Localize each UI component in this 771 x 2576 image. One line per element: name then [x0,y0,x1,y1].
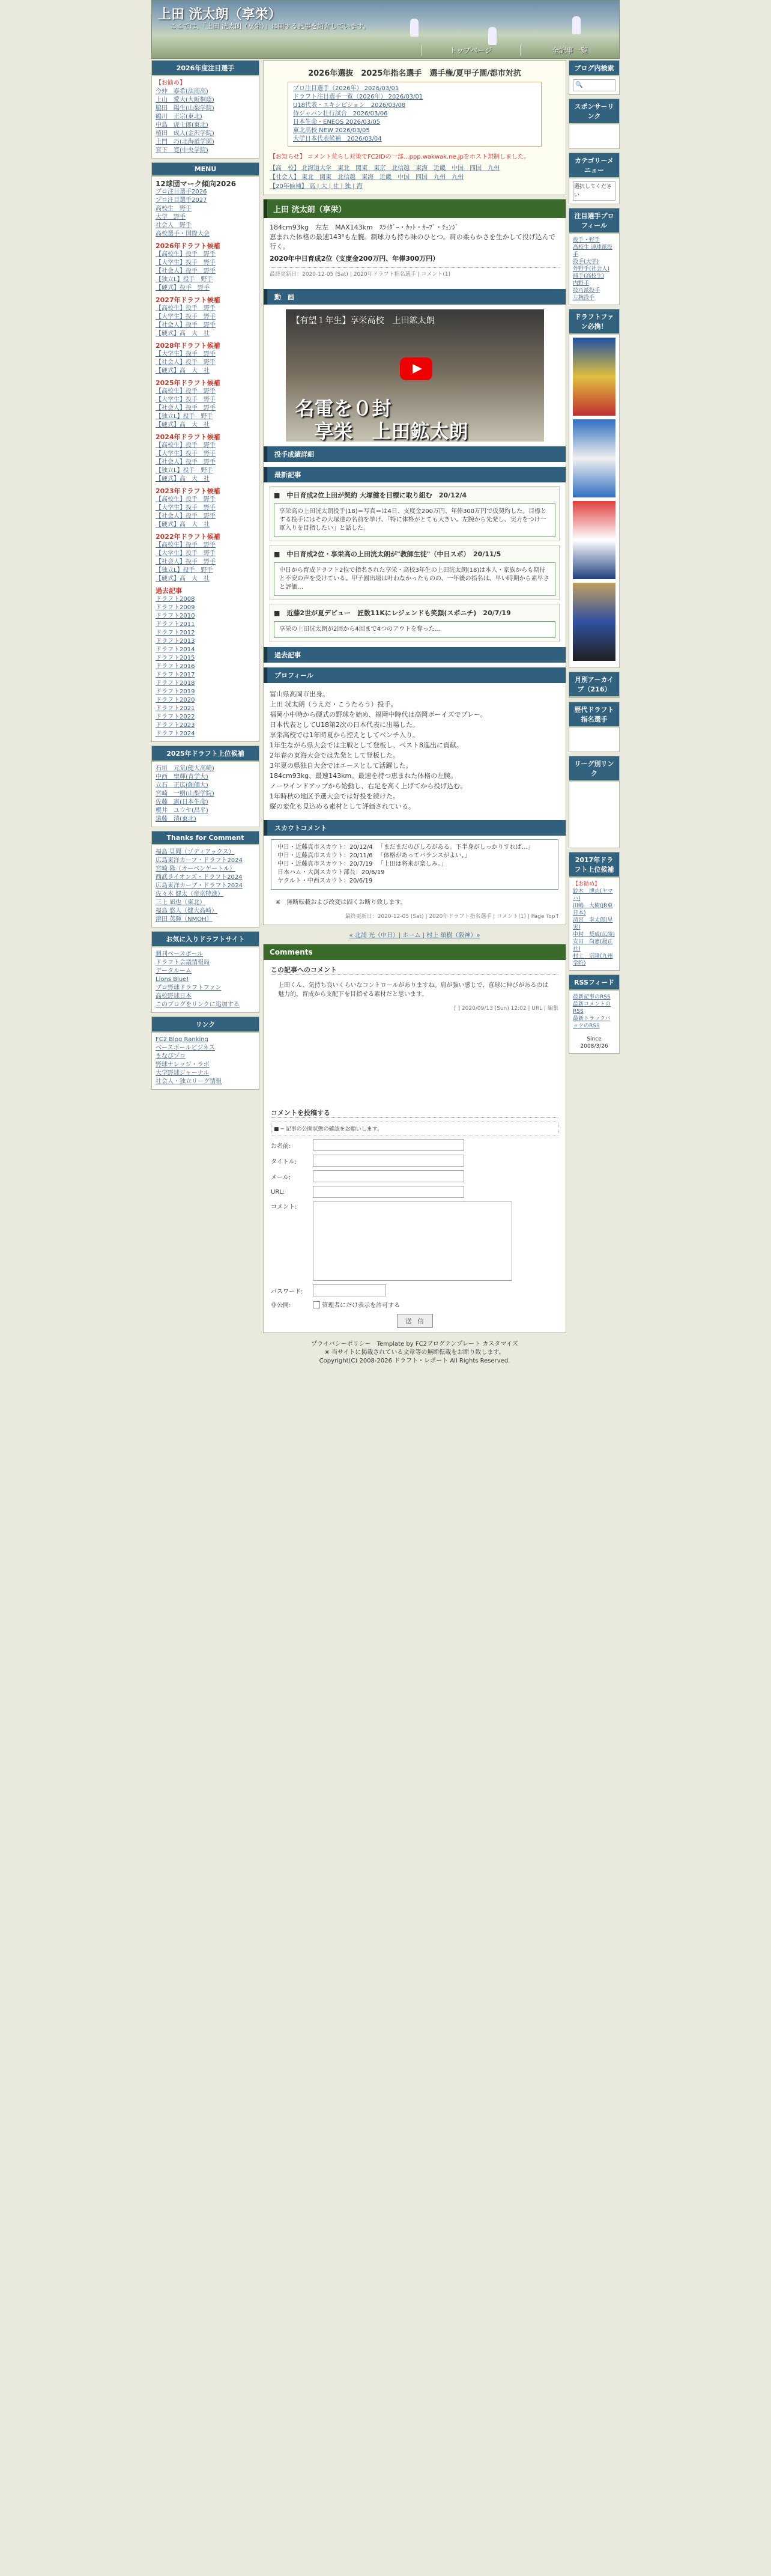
profile-link[interactable]: 外野手(社会人) [573,266,610,272]
news-item [270,604,560,642]
book-cover[interactable] [573,583,615,661]
profile-link[interactable]: 捕手(高校生) [573,273,605,279]
secret-field: 非公開: 管理者にだけ表示を許可する [271,1300,558,1309]
latest-links [288,82,542,147]
prospect-link[interactable]: 中西 聖輝(青学大) [156,774,208,780]
latest-link[interactable]: 東北高校 NEW 2026/03/05 [293,127,370,134]
news-section-bar: 最新記事 [264,467,566,482]
profile-section-bar: プロフィール [264,667,566,683]
name-input[interactable] [313,1139,464,1151]
latest-link[interactable]: 日本生命・ENEOS 2026/03/05 [293,119,381,126]
password-input[interactable] [313,1284,386,1296]
draft-section-title: 2024年ドラフト候補 [156,433,220,441]
player-spec: 184cm93kg 左左 MAX143km ｽﾗｲﾀﾞｰ・ｶｯﾄ・ｶｰﾌﾞ・ﾁｪﾝｼﾞ [270,223,459,231]
box-title: リンク [152,1017,259,1033]
draft-section-row[interactable]: 【高校生】投手 野手 [156,442,216,449]
draft-section-row[interactable]: 【社会人】投手 野手 [156,405,216,412]
draft-section-row[interactable]: 【社会人】投手 野手 [156,513,216,520]
profile-line: 上田 洸太朗（うえだ・こうたろう）投手。 [270,700,398,708]
profile-line: 縦の変化も見込める素材として評価されている。 [270,803,415,810]
prospect-link[interactable]: 立石 正広(創価大) [156,782,208,789]
profile-line: 2年春の東海大会では先発として登板した。 [270,752,399,759]
article-meta: 最終更新日：2020-12-05 (Sat) | 2020年ドラフト指名選手 | コメント(1) [270,267,560,279]
search-icon: 🔍 [575,82,583,88]
draft-section-row[interactable]: 【高校生】投手 野手 [156,542,216,548]
menu-item[interactable]: 高校生 野手 [156,205,192,212]
region-row[interactable]: 【社会人】 東北 関東 北信越 東海 近畿 中国 四国 九州 九州 [270,174,464,181]
draft-section-row[interactable]: 【独立L】投手 野手 [156,276,213,283]
site-link[interactable]: 週刊ベースボール [156,951,204,958]
prospect-link[interactable]: 田嶋 大樹(JR東日本) [573,903,613,916]
post-meta: 最終更新日：2020-12-05 (Sat) | 2020年ドラフト指名選手 | コメント(1) | Page Top↑ [345,914,560,920]
player-link[interactable]: 脇田 陽生(山梨学院) [156,105,214,112]
name-field: お名前: [271,1139,558,1151]
news-text: 享栄高の上田洸太朗投手(18)＝写真＝は4日、支度金200万円、年俸300万円で仮契約した。目標とする投手にはその大塚達の名前を挙げ、「特に体格がとても大きい。左腕から先発し、実力をつけ一軍入りを目指したい」と話した。 [274,503,555,537]
rss-link[interactable]: 最新記事のRSS [573,994,611,1000]
prospect-link[interactable]: 宮崎 一樹(山梨学院) [156,791,214,797]
profile-link[interactable]: 投手・野手 [573,237,600,243]
scout-section-bar: スカウトコメント [264,820,566,836]
left-sidebar [151,60,259,1093]
header-photo-figure [410,19,419,37]
site-link[interactable]: このブログをリンクに追加する [156,1001,240,1008]
notice-text: 【お知らせ】 コメント荒らし対策でFC2IDの一部…ppp.wakwak.ne.jpをホスト規制しました。 [270,154,530,160]
draft-section-row[interactable]: 【大学生】投手 野手 [156,351,216,357]
prospect-link[interactable]: 安田 尚憲(履正社) [573,939,613,952]
past-year-link[interactable]: ドラフト2015 [156,655,195,661]
prospect-link[interactable]: 清宮 幸太郎(早実) [573,917,613,931]
article [263,199,566,925]
link-item[interactable]: FC2 Blog Ranking [156,1036,209,1043]
profile-line: 184cm93kg、最速143km。最速を持つ恵まれた体格の左腕。 [270,772,458,780]
recommend-tag: 【お勧め】 [156,80,186,87]
player-link[interactable]: 上山 愛大(大阪桐蔭) [156,97,214,103]
site-link[interactable]: プロ野球ドラフトファン [156,985,222,991]
title-input[interactable] [313,1155,464,1167]
draft-section-row[interactable]: 【独立L】投手 野手 [156,413,213,420]
past-year-link[interactable]: ドラフト2013 [156,638,195,645]
profile-link[interactable]: 投手(大学) [573,259,599,265]
site-list [152,947,259,1012]
draft-section-row[interactable]: 【硬式】高 大 社 [156,368,210,374]
book-cover[interactable] [573,419,615,497]
site-link[interactable]: ドラフト会議情報局 [156,959,210,966]
profile-line: 福岡小中時から硬式の野球を始め、福岡中時代は高岡ボーイズでプレー。 [270,711,487,718]
comment-link[interactable]: 津田 英輝（NMOH） [156,916,213,923]
draft-section-row[interactable]: 【硬式】高 大 社 [156,330,210,337]
past-list [156,595,255,738]
profile-line: 富山県高岡市出身。 [270,690,329,698]
top-title: 2026年選抜 2025年指名選手 選手権/夏甲子園/都市対抗 [308,69,521,78]
profile-box: 注目選手プロフィール 投手・野手 高校生 速球派投手 投手(大学) 外野手(社会人) 捕手(高校生) 内野手 技巧派投手 左腕投手 [569,208,620,305]
player-link[interactable]: 土門 巧(北海道学園) [156,139,214,145]
prev-next-nav[interactable]: « 北浦 光（中日）| ホーム | 村上 頌樹（阪神）» [349,932,480,939]
mail-field: メール: [271,1170,558,1182]
category-select[interactable]: 選択してください [573,181,615,201]
profile-line: 1年時秋の地区予選大会では好投を続けた。 [270,792,399,800]
menu-box [151,162,259,742]
link-list [152,1033,259,1089]
rss-box: RSSフィード 最新記事のRSS 最新コメントのRSS 最新トラックバックのRSS Since 2008/3/26 [569,974,620,1054]
url-input[interactable] [313,1186,464,1198]
menu-item[interactable]: プロ注目選手2026 [156,189,207,195]
favorite-sites [151,931,259,1013]
sponsor-box: スポンサーリンク [569,99,620,149]
prospect-list [152,762,259,827]
submit-button[interactable]: 送 信 [397,1314,433,1328]
search-input[interactable] [573,79,615,91]
draft-section-row[interactable]: 【硬式】投手 野手 [156,285,210,291]
books-box: ドラフトファン必携！ [569,309,620,668]
player-link[interactable]: 中島 虎士郎(東北) [156,122,208,129]
comment-head: この記事へのコメント [271,965,558,975]
footer-line: ※ 当サイトに掲載されている文章等の無断転載をお断り致します。 [324,1349,505,1356]
region-row[interactable]: 【20年候補】 高 | 大 | 社 | 独 | 海 [270,183,363,190]
site-link[interactable]: データルーム [156,968,192,974]
link-item[interactable]: まなびプロ [156,1053,186,1060]
past-year-link[interactable]: ドラフト2009 [156,604,195,611]
profile-line: 日本代表としてU18第2次の日本代表に出場した。 [270,721,420,729]
profile-line: 1年生ながら県大会では主戦として登板し、ベスト8進出に貢献。 [270,741,463,749]
draft-section-row[interactable]: 【硬式】高 大 社 [156,576,210,582]
header-photo-figure [488,27,497,45]
draft-section-row[interactable]: 【大学生】投手 野手 [156,451,216,457]
comment-link[interactable]: 福島 見聞（ゾディアックス） [156,849,235,855]
thanks-for-comment [151,831,259,928]
comment-text: 上田くん、気持ち良いくらいなコントロールがありますね。肩が強い感じで、直球に伸びがあるのは魅力的。育成から支配下を目指せる素材だと思います。 [278,982,549,998]
latest-link[interactable]: ドラフト注目選手一覧（2026年） 2026/03/01 [293,94,423,100]
past-section-bar: 過去記事 [264,647,566,663]
draft-section-row[interactable]: 【社会人】投手 野手 [156,268,216,275]
player-link[interactable]: 宮下 寛(中央学院) [156,147,208,154]
form-note: ■ ─ 記事の公開状態の確認をお願いします。 [271,1122,558,1135]
blog-title[interactable]: 上田 洸太朗（享栄） [158,7,282,22]
draft-section-title: 2025年ドラフト候補 [156,379,220,387]
draft-section-row[interactable]: 【社会人】投手 野手 [156,359,216,366]
news-list [264,486,566,642]
prospects-2017: 2017年ドラフト上位候補 【お勧め】 鈴木 博志(ヤマハ) 田嶋 大樹(JR東日本) 清宮 幸太郎(早実) 中村 奨成(広陵) 安田 尚憲(履正社) 村上 宗隆(九州学院) [569,852,620,971]
prospect-link[interactable]: 遠藤 清(東北) [156,816,196,822]
main-content [263,60,566,1365]
comment-link[interactable]: 福島 悠人（健大高崎） [156,908,218,914]
comment-link[interactable]: 佐々木 健太（帝京特進） [156,891,224,898]
prospect-link[interactable]: 中村 奨成(広陵) [573,932,615,938]
history-box: 歴代ドラフト指名選手 [569,702,620,752]
spacer [271,1018,558,1108]
right-sidebar [569,60,620,1057]
news-title[interactable]: ■ 近藤2世が夏デビュー 匠数11Kにレジェンドも笑顔(スポニチ) 20/7/19 [274,609,511,617]
scout-comment: 中日・近藤真市スカウト：20/7/19 「上田は将来が楽しみ。」 [277,861,447,867]
news-title[interactable]: ■ 中日育成2位・享栄高の上田洸太朗が"教師生徒"（中日スポ） 20/11/5 [274,550,501,558]
past-year-link[interactable]: ドラフト2017 [156,672,195,678]
form-title: コメントを投稿する [271,1108,558,1118]
link-item[interactable]: 野球ナレッジ・ラボ [156,1062,210,1068]
prospect-link[interactable]: 佐藤 憲(日本生命) [156,799,208,806]
comment-link[interactable]: 広島東洋カープ・ドラフト2024 [156,857,243,864]
scout-comments [271,839,558,890]
search-box: ブログ内検索 🔍 [569,60,620,95]
region-links [270,164,560,191]
recommend-tag: 【お勧め】 [573,881,600,887]
draft-section-row[interactable]: 【社会人】投手 野手 [156,322,216,329]
draft-section-row[interactable]: 【大学生】投手 野手 [156,260,216,266]
profile-line: ノーワインドアップから始動し、右足を高く上げてから投げ込む。 [270,782,467,790]
box-title: Thanks for Comment [152,831,259,845]
comment-link[interactable]: 西武ライオンズ・ドラフト2024 [156,874,243,881]
box-title: お気に入りドラフトサイト [152,932,259,947]
footer-line: Copyright(C) 2008-2026 ドラフト・レポート All Rights Reserved. [319,1358,510,1364]
past-year-link[interactable]: ドラフト2020 [156,697,195,703]
player-intro: 恵まれた体格の最速143⁰も左腕。制球力も持ち味のひとつ。肩の柔らかさを生かして投げ込んで行く。 [270,233,555,251]
draft-section-row[interactable]: 【高校生】投手 野手 [156,496,216,503]
password-field: パスワード: [271,1284,558,1296]
player-link[interactable]: 鶴川 正宗(東北) [156,114,202,120]
stats-section-bar[interactable]: 投手成績詳細 [264,446,566,462]
archive-box: 月別アーカイブ（216） [569,672,620,698]
draft-section-row[interactable]: 【高校生】投手 野手 [156,251,216,258]
video-caption: 名電を０封 [295,397,392,420]
past-year-link[interactable]: ドラフト2011 [156,621,195,628]
scout-comment: 中日・近藤真市スカウト：20/11/6 「体格があってバランスがよい。」 [277,852,471,859]
draft-section-title: 2028年ドラフト候補 [156,342,220,350]
prospect-link[interactable]: 村上 宗隆(九州学院) [573,953,613,967]
profile-line: 3年夏の県独自大会ではエースとして活躍した。 [270,762,413,770]
article-title: 上田 洸太朗（享栄） [264,199,566,218]
site-link[interactable]: 高校野球日本 [156,993,192,1000]
title-field: タイトル: [271,1155,558,1167]
draft-section-row[interactable]: 【大学生】投手 野手 [156,550,216,557]
past-year-link[interactable]: ドラフト2021 [156,705,195,712]
box-title: 2025年ドラフト上位候補 [152,746,259,762]
comment-list [152,845,259,927]
region-row[interactable]: 【高 校】 北海道大学 東北 関東 東京 北信越 東海 近畿 中国 四国 九州 [270,165,500,172]
past-year-link[interactable]: ドラフト2014 [156,646,195,653]
draft-section-row[interactable]: 【大学生】投手 野手 [156,314,216,320]
past-year-link[interactable]: ドラフト2023 [156,722,195,729]
url-field: URL: [271,1186,558,1198]
book-cover[interactable] [573,501,615,579]
rss-link[interactable]: 最新コメントのRSS [573,1001,611,1015]
draft-section-row[interactable]: 【硬式】高 大 社 [156,422,210,428]
comment-field: コメント: [271,1201,558,1281]
comment-link[interactable]: 宮崎 隆（オーペンゲートル） [156,866,235,872]
latest-link[interactable]: 大学日本代表候補 2026/03/04 [293,136,382,142]
latest-link[interactable]: 侍ジャパン壮行試合 2026/03/06 [293,111,388,117]
link-item[interactable]: 社会人・独立リーグ情報 [156,1078,222,1085]
top-prospects-2025 [151,746,259,827]
scout-comment: ヤクルト・中西スカウト：20/6/19 [277,878,373,884]
scout-comment: 日本ハム・大渕スカウト部長：20/6/19 [277,869,385,876]
secret-checkbox[interactable] [313,1301,320,1308]
draft-sections [156,242,255,583]
play-icon[interactable] [400,357,432,380]
comment-meta: [ ] 2020/09/13 (Sun) 12:02 | URL | 編集 [454,1006,558,1012]
past-title: 過去記事 [156,587,182,595]
past-year-link[interactable]: ドラフト2019 [156,688,195,695]
secret-label: 管理者にだけ表示を許可する [322,1302,401,1309]
latest-link[interactable]: プロ注目選手（2026年） 2026/03/01 [293,85,399,92]
draft-section-title: 2026年ドラフト候補 [156,242,220,250]
rss-link[interactable]: 最新トラックバックのRSS [573,1016,611,1029]
menu-item[interactable]: 高校選手・国際大会 [156,231,210,237]
menu-item[interactable]: 12球団マーク傾向2026 [156,180,237,188]
site-link[interactable]: Lions Blue! [156,976,189,983]
copyright-note: ※ 無断転載および改変は固くお断り致します。 [276,899,407,906]
book-cover[interactable] [573,338,615,416]
profile-link[interactable]: 左腕投手 [573,295,595,301]
draft-section-row[interactable]: 【硬式】高 大 社 [156,521,210,528]
draft-section-row[interactable]: 【独立L】投手 野手 [156,567,213,574]
player-link[interactable]: 植田 成人(金沢学院) [156,130,214,137]
mail-input[interactable] [313,1170,464,1182]
league-links: リーグ別リンク [569,756,620,848]
draft-result: 2020年中日育成2位（支度金200万円、年俸300万円） [270,255,440,263]
links [151,1016,259,1090]
past-year-link[interactable]: ドラフト2008 [156,596,195,603]
category-box: カテゴリーメニュー 選択してください [569,153,620,204]
news-text: 享栄の上田洸太朗が2回から4回まで4つのアウトを奪った… [274,621,555,638]
nav-top[interactable]: トップページ [421,45,520,56]
news-text: 中日から育成ドラフト2位で指名された享栄・高校3年生の上田洸太朗(18)は本人・家族からも期待と不安の声を受けている。甲子園出場は叶わなかったものの、一年後の指名は、早い時期から素早さと評価… [274,562,555,596]
draft-section-row[interactable]: 【社会人】投手 野手 [156,459,216,466]
video-section-bar: 動 画 [264,289,566,305]
prospect-link[interactable]: 鈴木 博志(ヤマハ) [573,889,613,902]
draft-section-title: 2023年ドラフト候補 [156,487,220,495]
nav-all-articles[interactable]: 全記事一覧 [520,45,619,56]
prospect-link[interactable]: 石垣 元気(健大高崎) [156,765,214,772]
past-year-link[interactable]: ドラフト2022 [156,714,195,720]
video-caption: 享栄 上田鉱太朗 [314,420,468,443]
news-item [270,545,560,600]
comments-title: Comments [264,944,566,960]
menu-item[interactable]: 大学 野手 [156,214,186,220]
youtube-video[interactable] [286,309,544,442]
latest-link[interactable]: U18代表・エキシビション 2026/03/08 [293,102,406,109]
news-title[interactable]: ■ 中日育成2位上田が契約 大塚健を目標に取り組む 20/12/4 [274,491,467,499]
header-nav [421,45,619,56]
draft-section-row[interactable]: 【社会人】投手 野手 [156,559,216,565]
comment-link[interactable]: 三上 凪也（東北） [156,899,206,906]
draft-section-row[interactable]: 【大学生】投手 野手 [156,505,216,511]
player-link[interactable]: 今仲 泰希(法商高) [156,88,208,95]
featured-players-2026 [151,60,259,159]
draft-section-row[interactable]: 【独立L】投手 野手 [156,467,213,474]
news-item [270,486,560,541]
header-photo-figure [572,16,581,34]
profile-link[interactable]: 技巧派投手 [573,288,600,294]
draft-section-row[interactable]: 【高校生】投手 野手 [156,305,216,312]
prospect-link[interactable]: 櫻井 ユウヤ(昌平) [156,807,208,814]
draft-section-title: 2022年ドラフト候補 [156,533,220,541]
past-year-link[interactable]: ドラフト2018 [156,680,195,687]
draft-section-row[interactable]: 【硬式】高 大 社 [156,476,210,482]
link-item[interactable]: ベースボールビジネス [156,1045,215,1051]
page [151,0,620,2576]
draft-section-title: 2027年ドラフト候補 [156,296,220,304]
profile-link[interactable]: 内野手 [573,281,590,287]
past-year-link[interactable]: ドラフト2010 [156,613,195,619]
blog-description: ここでは、「上田 洸太朗（享栄）」に関する記事を紹介しています。 [170,22,370,30]
profile-line: 享栄高校では1年時夏から控えとしてベンチ入り。 [270,731,419,739]
profile-link[interactable]: 高校生 速球派投手 [573,245,612,258]
box-title: 2026年度注目選手 [152,61,259,76]
site-header [151,0,620,59]
draft-section-row[interactable]: 【高校生】投手 野手 [156,388,216,395]
past-year-link[interactable]: ドラフト2012 [156,630,195,636]
menu-item[interactable]: プロ注目選手2027 [156,197,207,204]
footer [263,1340,566,1365]
profile-text [264,685,566,815]
draft-section-row[interactable]: 【大学生】投手 野手 [156,396,216,403]
comments-section [263,944,566,1333]
top-notice [263,60,566,195]
menu-item[interactable]: 社会人 野手 [156,222,192,229]
past-year-link[interactable]: ドラフト2024 [156,731,195,737]
video-title: 【有望１年生】享栄高校 上田鉱太朗 [291,316,435,326]
menu-title: MENU [152,163,259,177]
footer-line: プライバシーポリシー Template by FC2ブログテンプレート カスタマイズ [311,1341,518,1347]
past-year-link[interactable]: ドラフト2016 [156,663,195,670]
link-item[interactable]: 大学野球ジャーナル [156,1070,210,1077]
scout-comment: 中日・近藤真市スカウト：20/12/4 「まだまだのびしろがある。下半身がしっかりすれば…」 [277,844,534,851]
comment-textarea[interactable] [313,1201,512,1281]
comment-link[interactable]: 広島東洋カープ・ドラフト2024 [156,882,243,889]
